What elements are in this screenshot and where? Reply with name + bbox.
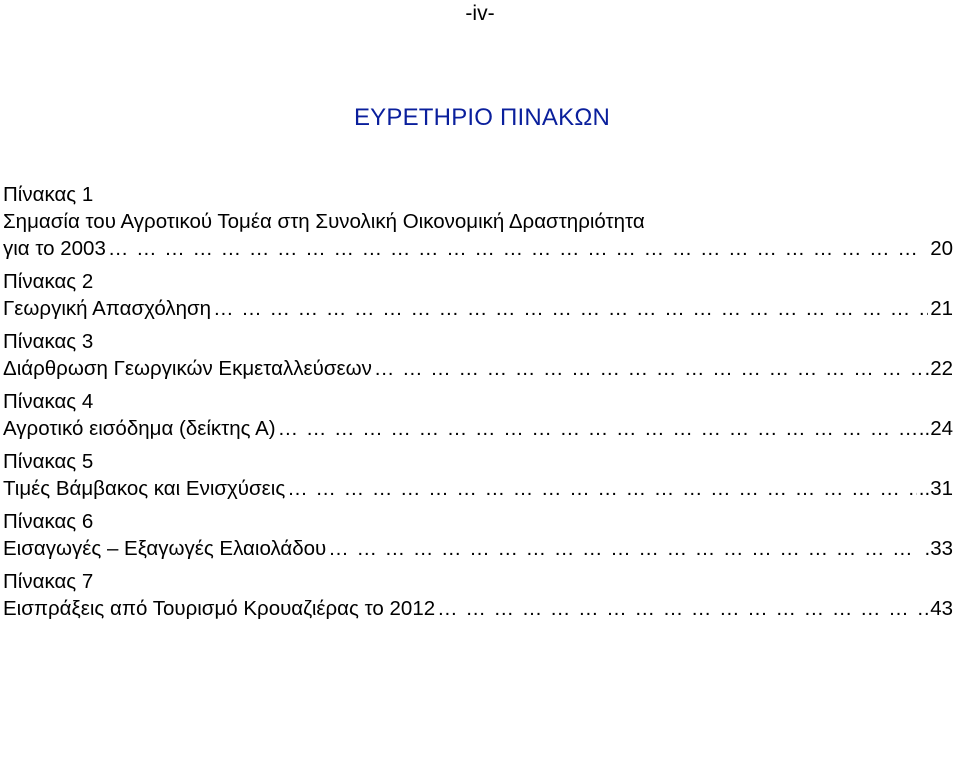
toc-leader-line[interactable] — [3, 595, 953, 622]
table-description-end: για το 2003 — [3, 237, 106, 260]
table-description: Εισαγωγές – Εξαγωγές Ελαιολάδου — [3, 537, 327, 560]
table-description: Γεωργική Απασχόληση — [3, 297, 212, 320]
dot-leader — [213, 295, 928, 322]
toc-leader-line[interactable] — [3, 535, 953, 562]
table-of-tables — [3, 181, 953, 622]
page-reference: ..24 — [918, 417, 953, 440]
table-label: Πίνακας 4 — [3, 390, 94, 413]
toc-entry-2 — [3, 268, 953, 322]
toc-leader-line[interactable] — [3, 355, 953, 382]
page-reference: ..31 — [918, 477, 953, 500]
dot-leader — [437, 595, 928, 622]
page-number: -iv- — [465, 2, 495, 25]
page-reference: 21 — [930, 297, 953, 320]
dot-leader — [108, 235, 928, 262]
page-title: ΕΥΡΕΤΗΡΙΟ ΠΙΝΑΚΩΝ — [353, 104, 611, 131]
dot-leader — [278, 415, 917, 442]
page-reference: 20 — [930, 237, 953, 260]
toc-entry-5 — [3, 448, 953, 502]
table-description: Εισπράξεις από Τουρισμό Κρουαζιέρας το 2012 — [3, 597, 436, 620]
table-label: Πίνακας 2 — [3, 270, 94, 293]
page-reference: .33 — [924, 537, 953, 560]
dot-leader — [374, 355, 923, 382]
table-description: Σημασία του Αγροτικού Τομέα στη Συνολική Οικονομική Δραστηριότητα — [3, 210, 645, 233]
table-label: Πίνακας 3 — [3, 330, 94, 353]
dot-leader — [287, 475, 917, 502]
toc-entry-6 — [3, 508, 953, 562]
dot-leader — [328, 535, 922, 562]
page-reference: .22 — [924, 357, 953, 380]
page-reference: 43 — [930, 597, 953, 620]
toc-entry-3 — [3, 328, 953, 382]
table-label: Πίνακας 5 — [3, 450, 94, 473]
table-label: Πίνακας 7 — [3, 570, 94, 593]
table-label: Πίνακας 6 — [3, 510, 94, 533]
toc-entry-4 — [3, 388, 953, 442]
toc-leader-line[interactable] — [3, 475, 953, 502]
toc-entry-7 — [3, 568, 953, 622]
table-label: Πίνακας 1 — [3, 183, 94, 206]
toc-entry-1 — [3, 181, 953, 262]
table-description: Αγροτικό εισόδημα (δείκτης Α) — [3, 417, 276, 440]
toc-leader-line[interactable] — [3, 295, 953, 322]
toc-leader-line[interactable] — [3, 415, 953, 442]
table-description: Τιμές Βάμβακος και Ενισχύσεις — [3, 477, 286, 500]
toc-leader-line[interactable] — [3, 235, 953, 262]
table-description: Διάρθρωση Γεωργικών Εκμεταλλεύσεων — [3, 357, 372, 380]
